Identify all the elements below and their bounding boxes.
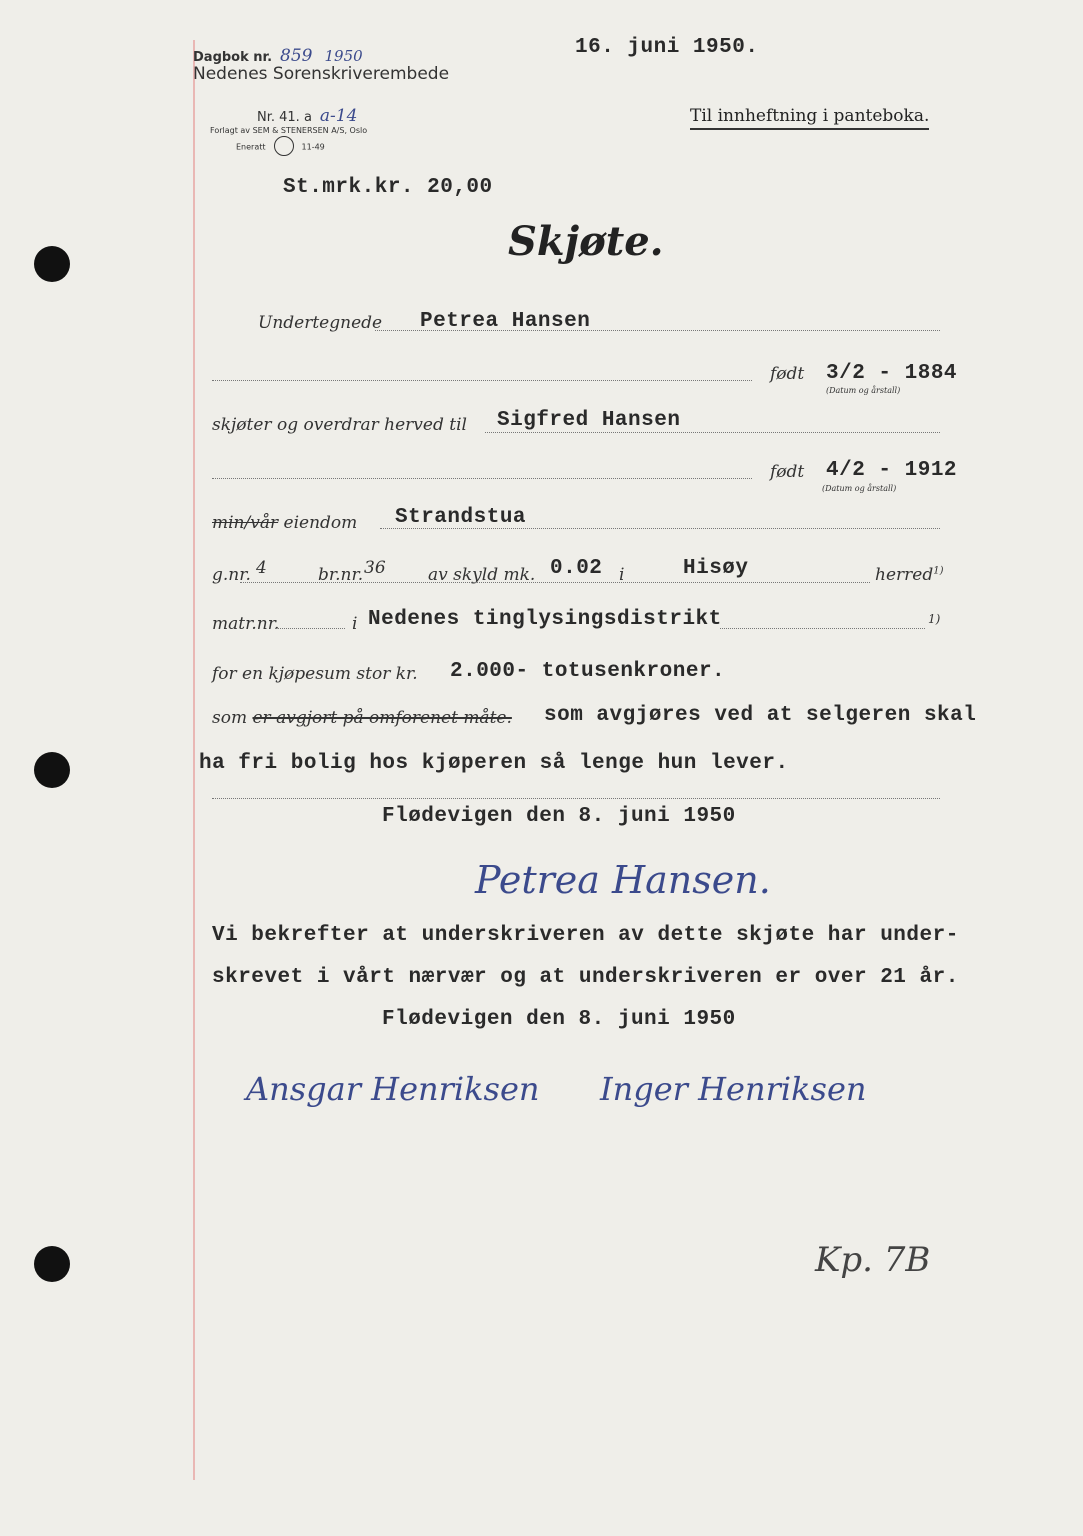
buyer-name: Sigfred Hansen — [497, 409, 681, 432]
terms-line-2: ha fri bolig hos kjøperen så lenge hun lever. — [199, 752, 789, 775]
seller-datum-note: (Datum og årstall) — [826, 386, 901, 395]
herred-footnote-mark: 1) — [933, 565, 944, 577]
skyld-value: 0.02 — [550, 557, 603, 580]
gnr-dotline — [240, 582, 870, 583]
bnr-value: 36 — [364, 558, 386, 578]
document-title: Skjøte. — [508, 218, 664, 265]
buyer-birth: 4/2 - 1912 — [826, 459, 958, 482]
seller-fodt-label: født — [770, 364, 805, 384]
gnr-value: 4 — [256, 558, 267, 578]
seller-name: Petrea Hansen — [420, 310, 591, 333]
bnr-label: br.nr. — [318, 565, 364, 585]
punch-hole-middle — [34, 752, 70, 788]
district-value: Nedenes tinglysingsdistrikt — [368, 608, 722, 631]
witness-signature-1: Ansgar Henriksen — [246, 1070, 540, 1108]
struck-text: er avgjort på omforenet måte. — [252, 708, 512, 728]
place-date-1: Flødevigen den 8. juni 1950 — [382, 805, 736, 828]
herred-value: Hisøy — [683, 557, 749, 580]
herred-label-text: herred — [875, 565, 934, 585]
som-label: som — [212, 708, 248, 728]
dagbok-label: Dagbok nr. — [193, 50, 273, 65]
form-label: Nr. 41. a — [257, 110, 312, 125]
binding-note: Til innheftning i panteboka. — [690, 106, 929, 130]
district-i-label: i — [352, 614, 358, 634]
seller-signature: Petrea Hansen. — [475, 858, 771, 902]
publisher-eneratt: Eneratt — [236, 142, 266, 152]
property-label-line — [212, 513, 357, 533]
buyer-fodt-label: født — [770, 462, 805, 482]
punch-hole-top — [34, 246, 70, 282]
stamp-duty: St.mrk.kr. 20,00 — [283, 176, 493, 199]
seller-blank-dotline — [212, 380, 752, 381]
witness-text-1: Vi bekrefter at underskriveren av dette skjøte har under- — [212, 924, 959, 947]
office-stamp: Nedenes Sorenskriverembede — [193, 64, 450, 84]
property-label-prefix: min/vår — [212, 513, 279, 533]
dagbok-line — [193, 46, 363, 66]
publisher-line-1: Forlagt av SEM & STENERSEN A/S, Oslo — [210, 126, 368, 135]
skyld-label: av skyld mk. — [428, 565, 536, 585]
terms-dotline — [212, 798, 940, 799]
punch-hole-bottom — [34, 1246, 70, 1282]
district-footnote-mark: 1) — [928, 612, 941, 626]
form-hand-number: a-14 — [319, 106, 358, 126]
publisher-line-2 — [236, 136, 325, 156]
date-stamp: 16. juni 1950. — [575, 36, 759, 59]
witness-text-2: skrevet i vårt nærvær og at underskriveren er over 21 år. — [212, 966, 959, 989]
dagbok-number: 859 — [280, 46, 313, 66]
matr-label: matr.nr. — [212, 614, 280, 634]
terms-line-1: som avgjøres ved at selgeren skal — [544, 704, 977, 727]
dagbok-year: 1950 — [324, 47, 363, 65]
buyer-dotline — [485, 432, 940, 433]
price-label: for en kjøpesum stor kr. — [212, 664, 418, 684]
place-date-2: Flødevigen den 8. juni 1950 — [382, 1008, 736, 1031]
i-label: i — [619, 565, 625, 585]
property-name: Strandstua — [395, 506, 527, 529]
transfer-label: skjøter og overdrar herved til — [212, 415, 467, 435]
initials: Kp. 7B — [815, 1240, 931, 1280]
publisher-logo-icon — [274, 136, 294, 156]
terms-label-line — [212, 708, 512, 728]
property-label: eiendom — [283, 513, 358, 533]
seller-birth: 3/2 - 1884 — [826, 362, 958, 385]
margin-rule — [193, 40, 195, 1480]
buyer-datum-note: (Datum og årstall) — [822, 484, 897, 493]
gnr-label: g.nr. — [212, 565, 251, 585]
herred-label — [875, 565, 943, 585]
witness-signature-2: Inger Henriksen — [600, 1070, 867, 1108]
publisher-edition: 11-49 — [301, 142, 325, 152]
price-value: 2.000- totusenkroner. — [450, 660, 726, 683]
matr-dotline — [275, 628, 345, 629]
undertegnede-label: Undertegnede — [258, 313, 383, 333]
form-number-line — [257, 106, 357, 126]
buyer-blank-dotline — [212, 478, 752, 479]
district-dotline — [720, 628, 925, 629]
